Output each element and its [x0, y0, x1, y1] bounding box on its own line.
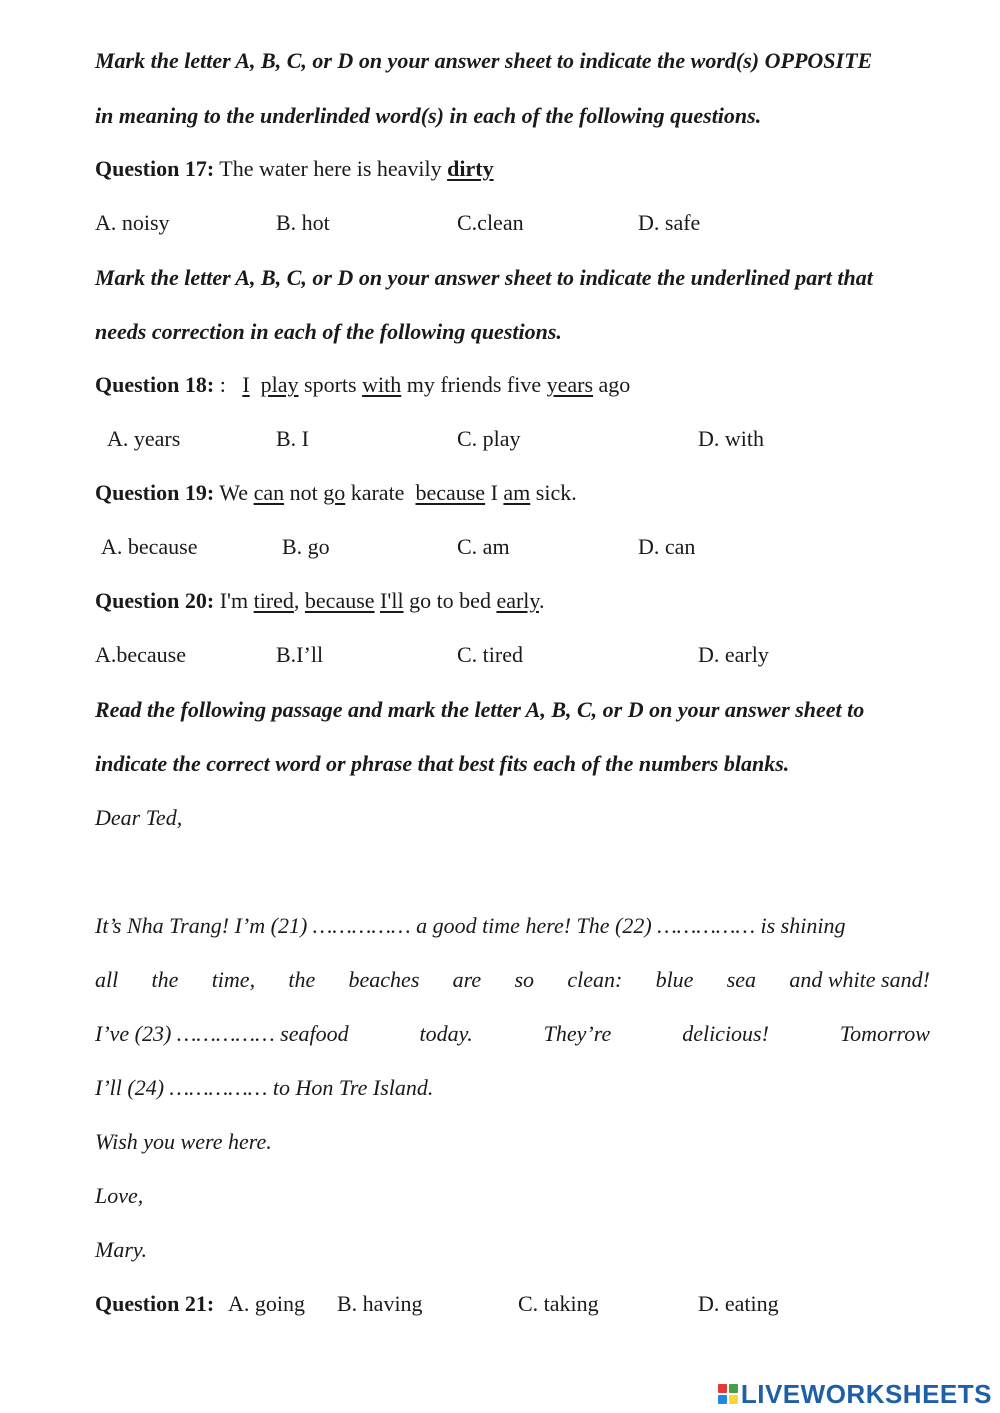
liveworksheets-logo-icon — [718, 1384, 738, 1404]
q20-option-a[interactable]: A.because — [95, 642, 187, 667]
question-18-colon: : — [214, 372, 243, 397]
question-19-label: Question 19: — [95, 480, 215, 505]
q18-underlined-i: I — [242, 372, 250, 397]
q18-underlined-years: years — [546, 372, 594, 397]
letter-greeting: Dear Ted, — [95, 805, 183, 830]
logo-square-red — [718, 1384, 727, 1393]
instruction-correction-line2: needs correction in each of the following questions. — [95, 319, 562, 344]
logo-square-blue — [718, 1395, 727, 1404]
q17-option-d[interactable]: D. safe — [638, 210, 701, 235]
question-18 — [95, 368, 930, 402]
q19-underlined-because: because — [415, 480, 486, 505]
q19-text-karate: karate — [345, 480, 416, 505]
q19-option-b[interactable]: B. go — [282, 534, 330, 559]
question-17-text: The water here is heavily — [214, 156, 448, 181]
letter-line-4: I’ll (24) …………… to Hon Tre Island. — [95, 1075, 434, 1100]
instruction-passage-line2: indicate the correct word or phrase that best fits each of the numbers blanks. — [95, 751, 790, 776]
q20-text-comma: , — [293, 588, 305, 613]
q19-text-not: not — [284, 480, 324, 505]
question-21-label: Question 21: — [95, 1291, 215, 1316]
logo-square-green — [729, 1384, 738, 1393]
q20-option-b[interactable]: B.I’ll — [276, 642, 324, 667]
letter-line-3-word: Tomorrow — [839, 1021, 930, 1046]
q18-option-b[interactable]: B. I — [276, 426, 309, 451]
letter-line-3-word: delicious! — [682, 1021, 769, 1046]
question-21 — [95, 1287, 930, 1321]
q20-text-im: I'm — [214, 588, 254, 613]
letter-line-2-word: clean: — [567, 967, 623, 992]
q17-option-b[interactable]: B. hot — [276, 210, 330, 235]
q19-underlined-can: can — [253, 480, 285, 505]
q20-underlined-early: early — [496, 588, 539, 613]
letter-line-3-word: today. — [419, 1021, 473, 1046]
letter-line-2-word: time, — [211, 967, 256, 992]
question-19-options — [95, 530, 930, 564]
q20-text-bed: go to bed — [403, 588, 497, 613]
liveworksheets-brand[interactable] — [718, 1378, 992, 1410]
q20-option-d[interactable]: D. early — [698, 642, 769, 667]
letter-wish: Wish you were here. — [95, 1129, 272, 1154]
letter-line-2-word: all — [95, 967, 119, 992]
question-18-options — [95, 422, 930, 456]
q20-underlined-tired: tired — [253, 588, 294, 613]
letter-line-3-word: They’re — [543, 1021, 612, 1046]
letter-line-2-word: blue — [655, 967, 694, 992]
q19-underlined-am: am — [503, 480, 531, 505]
letter-line-2-word: the — [151, 967, 179, 992]
instruction-opposite-line2: in meaning to the underlinded word(s) in each of the following questions. — [95, 103, 762, 128]
q19-option-a[interactable]: A. because — [101, 534, 198, 559]
instruction-opposite-line1: Mark the letter A, B, C, or D on your answer sheet to indicate the word(s) OPPOSITE — [95, 48, 873, 73]
q20-underlined-because: because — [304, 588, 375, 613]
q21-option-d[interactable]: D. eating — [698, 1291, 779, 1316]
q18-option-d[interactable]: D. with — [698, 426, 764, 451]
q20-underlined-ill: I'll — [380, 588, 404, 613]
letter-line-2-word: so — [514, 967, 535, 992]
q19-text-i: I — [485, 480, 504, 505]
question-18-label: Question 18: — [95, 372, 215, 397]
q19-option-d[interactable]: D. can — [638, 534, 696, 559]
q18-text-sports: sports — [298, 372, 363, 397]
q18-underlined-play: play — [260, 372, 299, 397]
letter-line-2-word: the — [288, 967, 316, 992]
question-17-label: Question 17: — [95, 156, 215, 181]
q18-option-c[interactable]: C. play — [457, 426, 521, 451]
letter-line-2 — [95, 963, 930, 997]
letter-line-2-word: are — [452, 967, 482, 992]
question-17 — [95, 152, 930, 186]
letter-closing: Love, — [95, 1183, 144, 1208]
logo-square-yellow — [729, 1395, 738, 1404]
instruction-passage-line1: Read the following passage and mark the letter A, B, C, or D on your answer sheet to — [95, 697, 865, 722]
letter-line-2-word: sea — [726, 967, 757, 992]
letter-line-1: It’s Nha Trang! I’m (21) …………… a good time here! The (22) …………… is shining — [95, 913, 846, 938]
q21-option-b[interactable]: B. having — [337, 1291, 423, 1316]
question-19 — [95, 476, 930, 510]
q17-option-c[interactable]: C.clean — [457, 210, 524, 235]
q19-text-we: We — [214, 480, 254, 505]
letter-line-2-word: and white sand! — [789, 967, 930, 992]
question-20-label: Question 20: — [95, 588, 215, 613]
q19-option-c[interactable]: C. am — [457, 534, 510, 559]
q19-underlined-go: go — [323, 480, 346, 505]
q20-option-c[interactable]: C. tired — [457, 642, 523, 667]
question-20-options — [95, 638, 930, 672]
q21-option-c[interactable]: C. taking — [518, 1291, 599, 1316]
question-17-options — [95, 206, 930, 240]
q20-text-end: . — [539, 588, 545, 613]
letter-line-2-word: beaches — [348, 967, 420, 992]
liveworksheets-wordmark: LIVEWORKSHEETS — [740, 1379, 992, 1409]
letter-line-3-word: I’ve (23) …………… seafood — [95, 1021, 349, 1046]
q17-option-a[interactable]: A. noisy — [95, 210, 170, 235]
q21-option-a[interactable]: A. going — [228, 1291, 305, 1316]
q19-text-sick: sick. — [530, 480, 577, 505]
letter-line-3 — [95, 1017, 930, 1051]
instruction-correction-line1: Mark the letter A, B, C, or D on your answer sheet to indicate the underlined part that — [95, 265, 873, 290]
letter-signature: Mary. — [95, 1237, 147, 1262]
q18-text-ago: ago — [593, 372, 631, 397]
q18-underlined-with: with — [362, 372, 402, 397]
question-17-underlined-word: dirty — [447, 156, 494, 181]
q18-option-a[interactable]: A. years — [107, 426, 181, 451]
q18-text-friends: my friends five — [401, 372, 547, 397]
question-20 — [95, 584, 930, 618]
